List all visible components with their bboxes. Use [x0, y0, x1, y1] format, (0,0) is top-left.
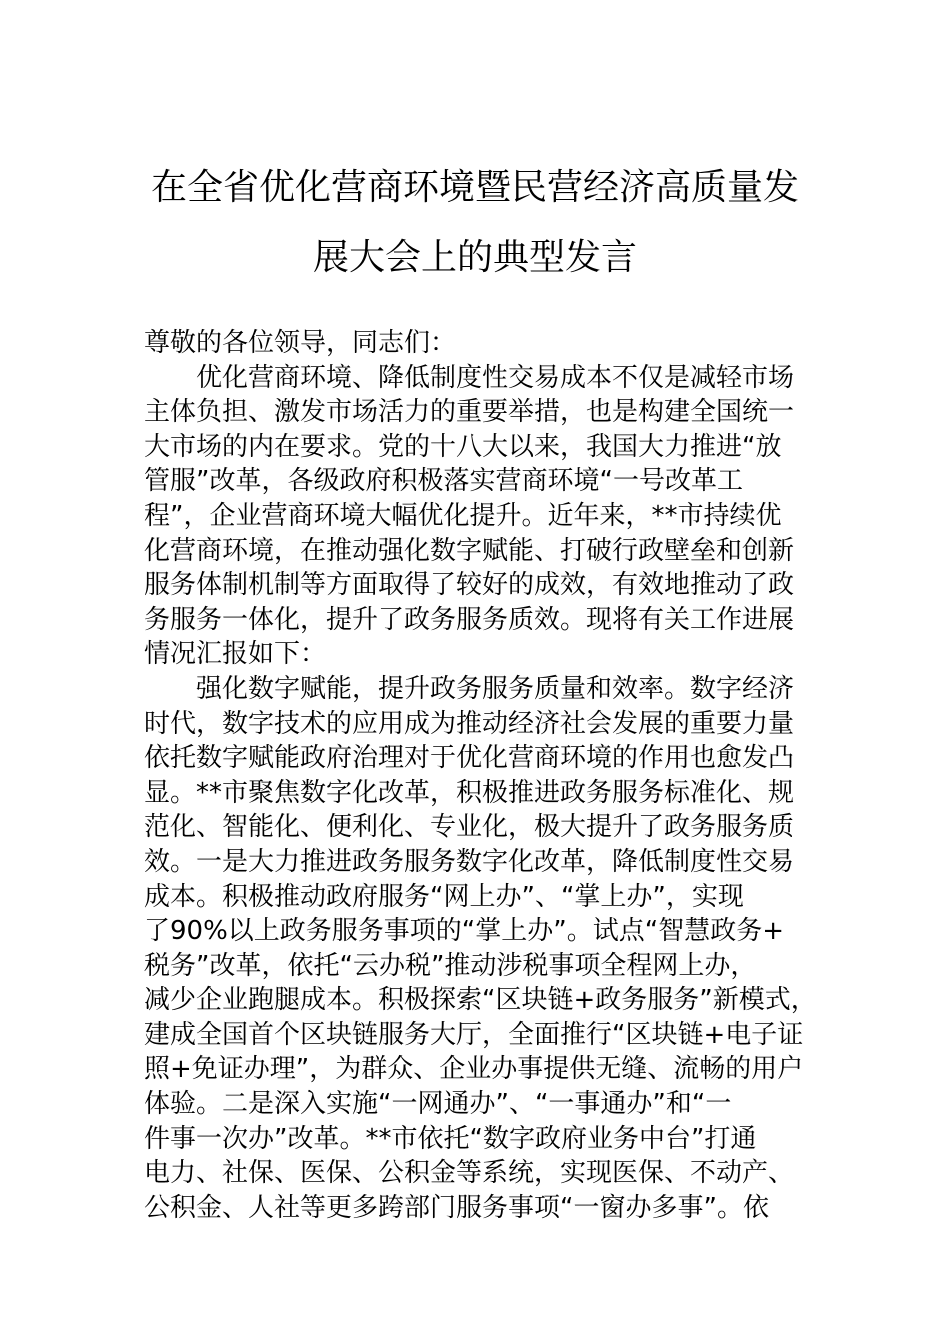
- body-line: 范化、智能化、便利化、专业化，极大提升了政务服务质: [144, 812, 795, 843]
- body-line: 了90%以上政务服务事项的“掌上办”。试点“智慧政务+: [144, 916, 784, 947]
- body-line: 税务”改革，依托“云办税”推动涉税事项全程网上办，: [144, 950, 757, 981]
- body-line: 大市场的内在要求。党的十八大以来，我国大力推进“放: [144, 431, 782, 462]
- body-line: 公积金、人社等更多跨部门服务事项“一窗办多事”。依: [144, 1192, 769, 1223]
- document-title-line-2: 展大会上的典型发言: [312, 237, 637, 278]
- document-title-line-1: 在全省优化营商环境暨民营经济高质量发: [150, 167, 799, 208]
- body-line: 减少企业跑腿成本。积极探索“区块链+政务服务”新模式，: [144, 985, 817, 1016]
- body-line: 优化营商环境、降低制度性交易成本不仅是减轻市场: [196, 362, 795, 393]
- body-line: 化营商环境，在推动强化数字赋能、打破行政壁垒和创新: [144, 535, 795, 566]
- body-line: 服务体制机制等方面取得了较好的成效，有效地推动了政: [144, 570, 795, 601]
- body-line: 件事一次办”改革。**市依托“数字政府业务中台”打通: [144, 1123, 757, 1154]
- body-line: 程”，企业营商环境大幅优化提升。近年来，**市持续优: [144, 500, 782, 531]
- body-line: 尊敬的各位领导，同志们：: [144, 328, 457, 358]
- body-line: 电力、社保、医保、公积金等系统，实现医保、不动产、: [144, 1158, 795, 1189]
- body-line: 建成全国首个区块链服务大厅，全面推行“区块链+电子证: [144, 1019, 804, 1050]
- body-line: 管服”改革，各级政府积极落实营商环境“一号改革工: [144, 466, 743, 497]
- body-line: 情况汇报如下：: [144, 639, 327, 670]
- body-line: 照+免证办理”，为群众、企业办事提供无缝、流畅的用户: [144, 1054, 804, 1085]
- body-line: 时代，数字技术的应用成为推动经济社会发展的重要力量: [144, 708, 795, 739]
- body-line: 务服务一体化，提升了政务服务质效。现将有关工作进展: [144, 604, 795, 635]
- body-line: 主体负担、激发市场活力的重要举措，也是构建全国统一: [144, 397, 795, 428]
- body-line: 成本。积极推动政府服务“网上办”、“掌上办”，实现: [144, 881, 744, 912]
- body-line: 强化数字赋能，提升政务服务质量和效率。数字经济: [196, 673, 795, 704]
- body-line: 效。一是大力推进政务服务数字化改革，降低制度性交易: [144, 846, 795, 877]
- body-line: 依托数字赋能政府治理对于优化营商环境的作用也愈发凸: [144, 743, 795, 774]
- document-body: [144, 326, 824, 1225]
- body-line: 显。**市聚焦数字化改革，积极推进政务服务标准化、规: [144, 777, 795, 808]
- body-line: 体验。二是深入实施“一网通办”、“一事通办”和“一: [144, 1089, 732, 1120]
